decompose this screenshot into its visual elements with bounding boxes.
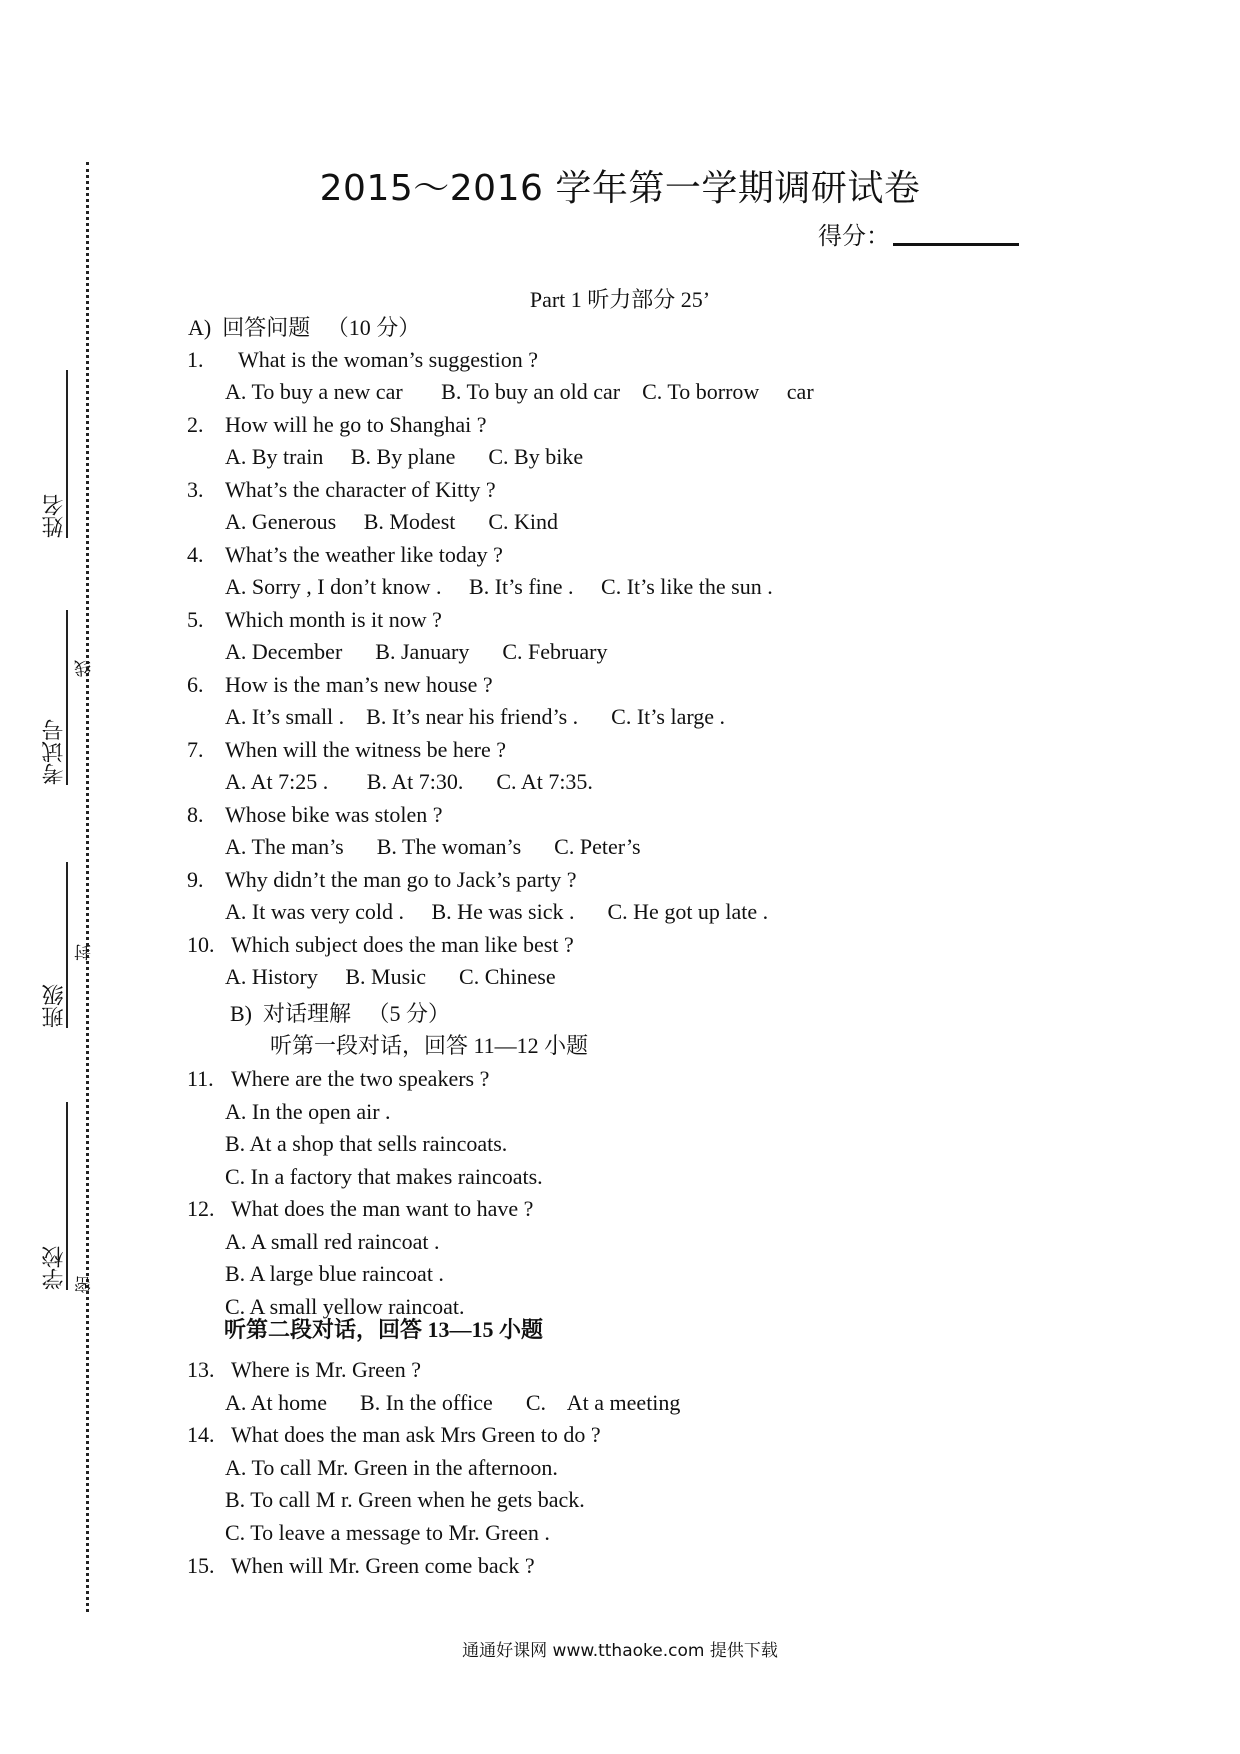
answer-option[interactable]: B. At a shop that sells raincoats. (225, 1131, 508, 1156)
question-number: 6. (187, 672, 204, 697)
answer-options[interactable]: A. To buy a new car B. To buy an old car C. To borrow car (225, 379, 814, 404)
answer-option[interactable]: C. In a factory that makes raincoats. (225, 1163, 543, 1189)
question-text: How is the man’s new house ? (225, 672, 493, 697)
school-blank (66, 1102, 68, 1290)
question-text: What does the man ask Mrs Green to do ? (231, 1422, 601, 1448)
question-number: 9. (187, 867, 204, 892)
answer-option[interactable]: A. To call Mr. Green in the afternoon. (225, 1454, 558, 1480)
seal-mark-line: 线 (75, 660, 94, 677)
question-number: 10. (187, 932, 215, 957)
question-text: When will Mr. Green come back ? (231, 1552, 535, 1578)
answer-option[interactable]: A. In the open air . (225, 1098, 391, 1124)
question-text: What does the man want to have ? (231, 1196, 534, 1221)
exam-number-label: 考试号 (41, 719, 66, 785)
question-number: 15. (187, 1552, 215, 1578)
answer-options[interactable]: A. The man’s B. The woman’s C. Peter’s (225, 834, 641, 859)
dialogue-1-instruction: 听第一段对话，回答 11—12 小题 (270, 1033, 589, 1058)
exam-number-field[interactable] (38, 610, 78, 785)
question-text: What’s the weather like today ? (225, 542, 503, 567)
question-number: 7. (187, 737, 204, 762)
answer-options[interactable]: A. Sorry , I don’t know . B. It’s fine . C. It’s like the sun . (225, 574, 773, 599)
score-blank[interactable] (893, 243, 1019, 246)
question-text: When will the witness be here ? (225, 737, 507, 762)
answer-option[interactable]: B. A large blue raincoat . (225, 1261, 444, 1286)
question-text: Whose bike was stolen ? (225, 802, 443, 827)
question-number: 13. (187, 1357, 215, 1382)
class-blank (66, 862, 68, 1028)
answer-options[interactable]: A. History B. Music C. Chinese (225, 964, 556, 989)
answer-option[interactable]: C. A small yellow raincoat. (225, 1293, 465, 1319)
answer-options[interactable]: A. Generous B. Modest C. Kind (225, 509, 559, 534)
class-label: 班级 (41, 984, 66, 1028)
name-field[interactable] (38, 370, 78, 538)
name-label: 姓名 (41, 494, 66, 538)
question-text: What is the woman’s suggestion ? (238, 347, 539, 372)
answer-options[interactable]: A. At 7:25 . B. At 7:30. C. At 7:35. (225, 769, 593, 794)
question-number: 3. (187, 477, 204, 502)
answer-options[interactable]: A. By train B. By plane C. By bike (225, 444, 584, 469)
question-text: What’s the character of Kitty ? (225, 477, 496, 502)
question-number: 8. (187, 802, 204, 827)
question-text: How will he go to Shanghai ? (225, 412, 487, 437)
dialogue-2-instruction: 听第二段对话，回答 13—15 小题 (224, 1317, 544, 1342)
question-number: 11. (187, 1066, 214, 1091)
answer-options[interactable]: A. December B. January C. February (225, 639, 608, 664)
school-label: 学校 (41, 1246, 66, 1290)
question-number: 5. (187, 607, 204, 632)
answer-option[interactable]: A. At home B. In the office C. At a meeting (225, 1389, 681, 1415)
seal-mark-seal: 封 (75, 944, 94, 961)
question-text: Why didn’t the man go to Jack’s party ? (225, 867, 577, 892)
question-text: Where is Mr. Green ? (231, 1357, 421, 1382)
question-text: Where are the two speakers ? (231, 1066, 490, 1091)
answer-option[interactable]: A. A small red raincoat . (225, 1228, 440, 1254)
section-b-heading: B) 对话理解 （5 分） (230, 1001, 451, 1026)
question-number: 4. (187, 542, 204, 567)
question-number: 2. (187, 412, 204, 437)
answer-option[interactable]: B. To call M r. Green when he gets back. (225, 1487, 585, 1513)
question-text: Which month is it now ? (225, 607, 442, 632)
seal-mark-secret: 密 (75, 1276, 94, 1293)
question-number: 1. (187, 347, 204, 372)
section-a-heading: A) 回答问题 （10 分） (188, 315, 421, 340)
question-text: Which subject does the man like best ? (231, 932, 574, 957)
score-label: 得分： (818, 222, 890, 250)
school-field[interactable] (38, 1102, 78, 1290)
binding-dotted-line (86, 162, 89, 1612)
answer-options[interactable]: A. It’s small . B. It’s near his friend’s . C. It’s large . (225, 704, 726, 729)
exam-title: 2015～2016 学年第一学期调研试卷 (319, 168, 921, 209)
page-footer: 通通好课网 www.tthaoke.com 提供下载 (462, 1641, 778, 1661)
question-number: 14. (187, 1422, 215, 1448)
answer-options[interactable]: A. It was very cold . B. He was sick . C. He got up late . (225, 899, 769, 924)
answer-option[interactable]: C. To leave a message to Mr. Green . (225, 1520, 550, 1545)
part-title: Part 1 听力部分 25’ (529, 287, 711, 312)
exam-number-blank (66, 610, 68, 785)
question-number: 12. (187, 1196, 215, 1221)
name-blank (66, 370, 68, 538)
